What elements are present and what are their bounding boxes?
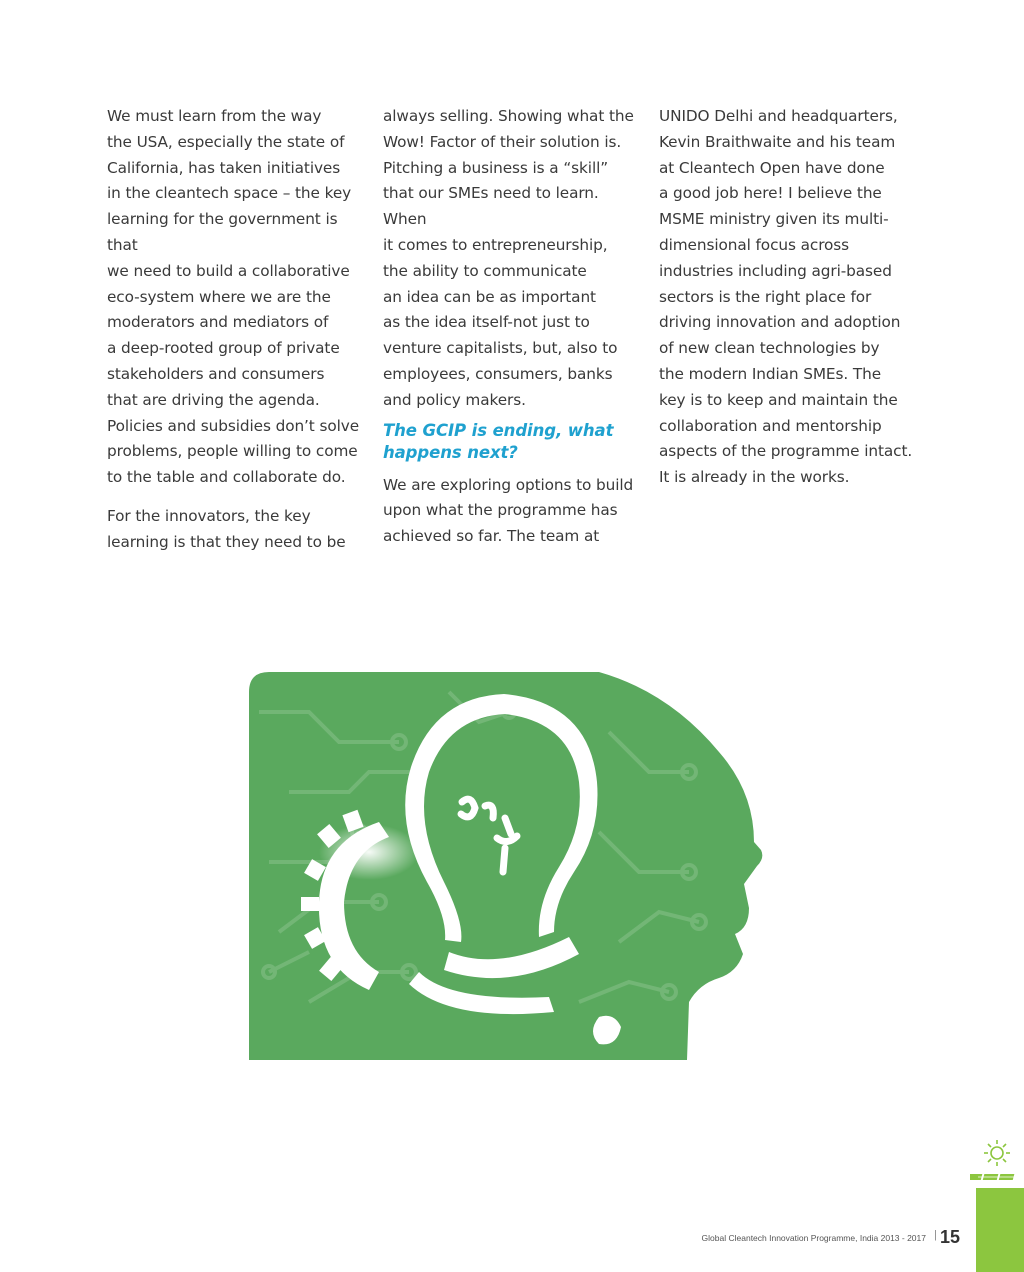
paragraph: UNIDO Delhi and headquarters, Kevin Braithwaite and his team at Cleantech Open have done a good job here! I believe the MSME ministry given its multi- dimensional focus across industries including agri-based sectors is the right place for driving innovation and adoption of new clean technologies by the modern Indian SMEs. The key is to keep and maintain the collaboration and mentorship aspects of the programme intact. [659, 107, 913, 461]
sun-solar-panel-icon [970, 1138, 1024, 1190]
text-column-3 [659, 104, 924, 491]
paragraph: always selling. Showing what the Wow! Factor of their solution is. Pitching a business is a “skill” that our SMEs need to learn. When it comes to entrepreneurship, the ability to communicate an idea can be as important as the idea itself-not just to venture capitalists, but, also to employees, consumers, banks and policy makers. [383, 107, 634, 409]
text-column-2 [383, 104, 645, 550]
head-lightbulb-gear-illustration [249, 672, 773, 1060]
section-heading: The GCIP is ending, what happens next? [383, 420, 614, 462]
page-number: 15 [940, 1227, 961, 1247]
footer-separator: | [934, 1229, 937, 1241]
paragraph: We are exploring options to build upon what the programme has achieved so far. The team at [383, 475, 634, 546]
paragraph: It is already in the works. [659, 468, 850, 487]
text-column-1 [107, 104, 369, 556]
corner-color-block [976, 1188, 1024, 1272]
paragraph: We must learn from the way the USA, especially the state of California, has taken initiatives in the cleantech space – the key learning for the government is that we need to build a collaborative eco-system where we are the moderators and mediators of a deep-rooted group of private stakeholders and consumers that are driving the agenda. Policies and subsidies don’t solve problems, people willing to come to the table and collaborate do. [107, 107, 360, 487]
footer-publication-title: Global Cleantech Innovation Programme, India 2013 - 2017 [701, 1233, 926, 1243]
paragraph: For the innovators, the key learning is that they need to be [107, 506, 346, 551]
